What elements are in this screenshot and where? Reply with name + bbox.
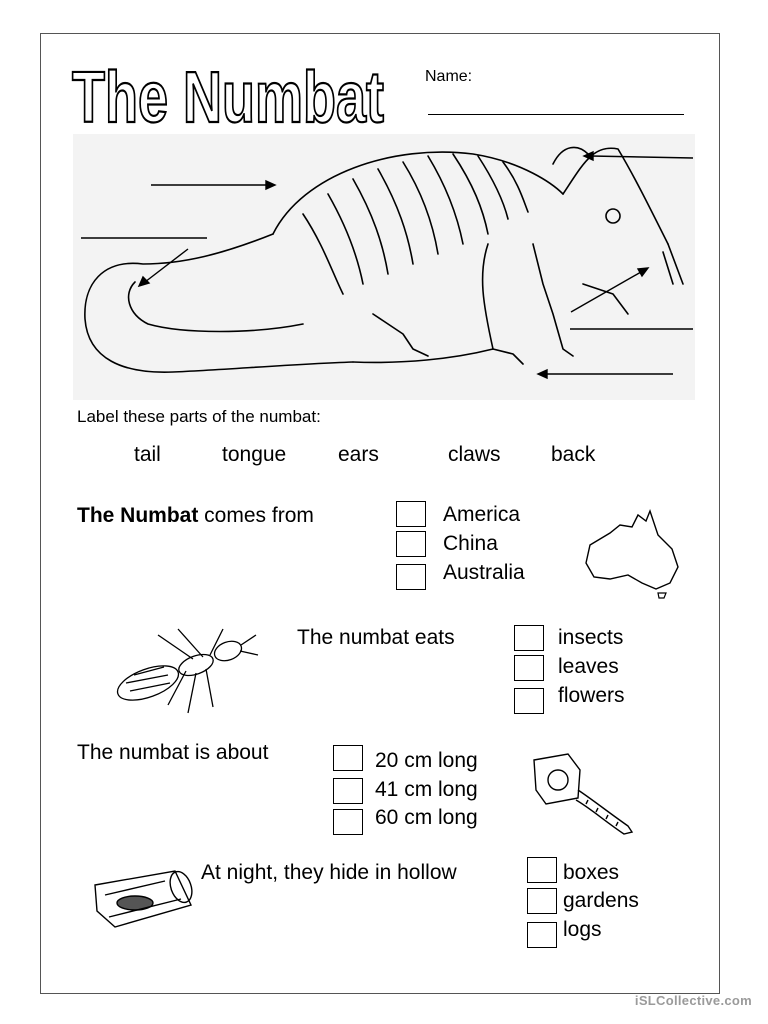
termite-insect-icon <box>108 625 263 720</box>
checkbox-20cm[interactable] <box>333 745 363 771</box>
question-shelter: At night, they hide in hollow <box>201 861 457 884</box>
page-title: The Numbat <box>72 58 385 133</box>
checkbox-flowers[interactable] <box>514 688 544 714</box>
word-tail: tail <box>134 443 161 466</box>
instruction-text: Label these parts of the numbat: <box>77 407 321 426</box>
checkbox-gardens[interactable] <box>527 888 557 914</box>
option-china: China <box>443 532 498 555</box>
checkbox-leaves[interactable] <box>514 655 544 681</box>
checkbox-41cm[interactable] <box>333 778 363 804</box>
option-leaves: leaves <box>558 655 619 678</box>
title-heading <box>70 58 390 133</box>
question-origin <box>77 504 314 528</box>
checkbox-china[interactable] <box>396 531 426 557</box>
hollow-log-icon <box>85 865 200 940</box>
name-input-line[interactable] <box>428 114 684 115</box>
option-60cm: 60 cm long <box>375 806 478 829</box>
option-america: America <box>443 503 521 526</box>
checkbox-australia[interactable] <box>396 564 426 590</box>
option-20cm: 20 cm long <box>375 749 478 772</box>
option-boxes: boxes <box>563 861 620 884</box>
word-back: back <box>551 443 596 466</box>
option-41cm: 41 cm long <box>375 778 478 801</box>
question-diet: The numbat eats <box>297 626 455 649</box>
option-australia: Australia <box>443 561 525 584</box>
option-flowers: flowers <box>558 684 625 707</box>
checkbox-insects[interactable] <box>514 625 544 651</box>
watermark-text: iSLCollective.com <box>634 993 752 1008</box>
option-insects: insects <box>558 626 624 649</box>
checkbox-60cm[interactable] <box>333 809 363 835</box>
question-origin-bold: The Numbat <box>77 504 199 527</box>
australia-map-icon <box>580 505 685 600</box>
option-gardens: gardens <box>563 889 639 912</box>
word-tongue: tongue <box>222 443 287 466</box>
numbat-illustration-area <box>73 134 695 400</box>
question-size: The numbat is about <box>77 741 269 764</box>
checkbox-boxes[interactable] <box>527 857 557 883</box>
checkbox-logs[interactable] <box>527 922 557 948</box>
word-ears: ears <box>338 443 379 466</box>
option-logs: logs <box>563 918 602 941</box>
question-origin-rest: comes from <box>198 504 314 527</box>
tape-measure-icon <box>528 750 638 840</box>
checkbox-america[interactable] <box>396 501 426 527</box>
name-label: Name: <box>425 68 473 85</box>
numbat-drawing <box>73 134 695 400</box>
word-claws: claws <box>448 443 501 466</box>
